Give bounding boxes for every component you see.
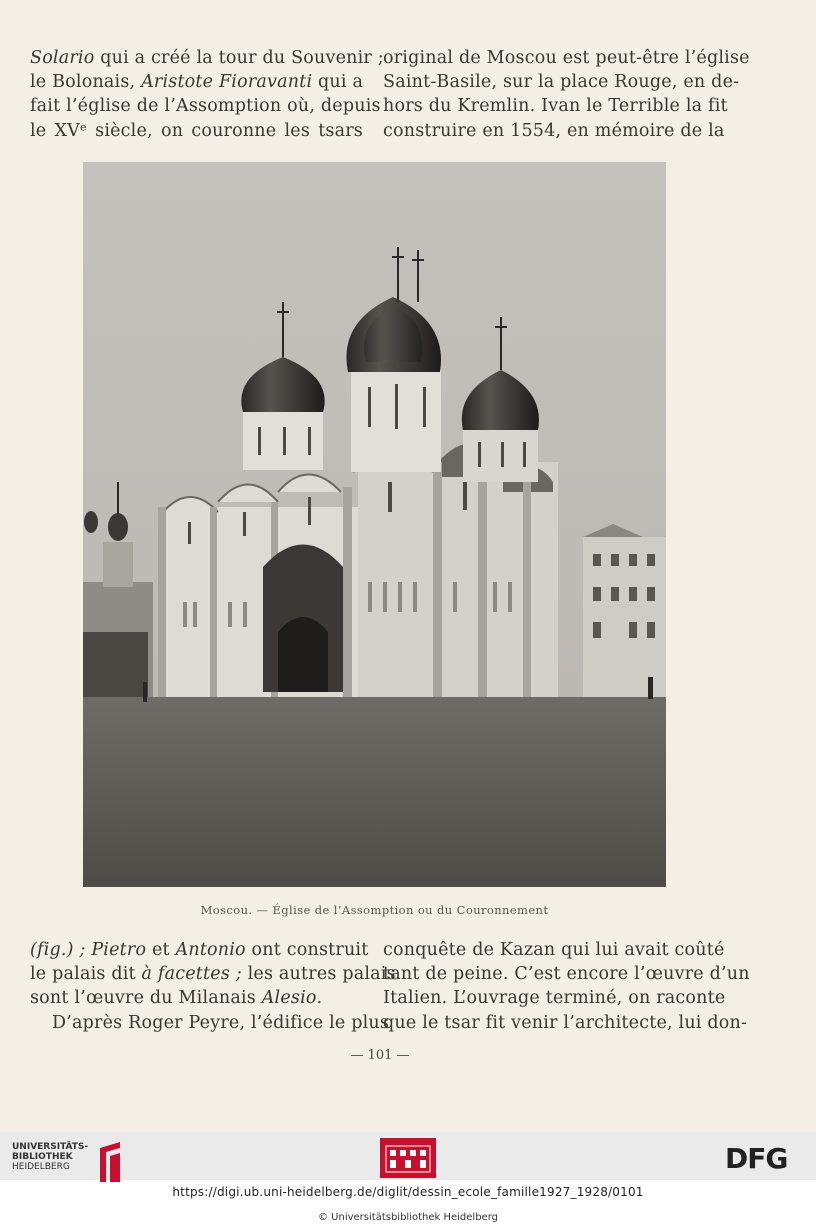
text-column-bottom-left bbox=[30, 938, 396, 1035]
text-line bbox=[30, 70, 363, 94]
text-line: hors du Kremlin. Ivan le Terrible la fit bbox=[383, 96, 728, 117]
text-line bbox=[30, 94, 381, 118]
italic-run: (fig.) ; Pietro bbox=[30, 940, 147, 960]
ub-line-1: UNIVERSITÄTS- bbox=[12, 1142, 89, 1152]
ub-heidelberg-logo[interactable] bbox=[12, 1142, 122, 1178]
text-run: fait l’église de l’Assomption où, depuis bbox=[30, 96, 381, 117]
text-column-top-right bbox=[383, 46, 750, 143]
italic-run: à facettes ; bbox=[141, 964, 242, 985]
text-run: sont l’œuvre du Milanais bbox=[30, 988, 262, 1009]
text-line: original de Moscou est peut-être l’église bbox=[383, 48, 750, 68]
ub-line-3: HEIDELBERG bbox=[12, 1162, 70, 1172]
text-run: et bbox=[146, 940, 176, 960]
text-line bbox=[30, 962, 396, 986]
text-run: les autres palais bbox=[241, 964, 396, 985]
italic-run: Solario bbox=[30, 48, 95, 68]
dfg-logo[interactable]: DFG bbox=[725, 1142, 788, 1175]
text-run: qui a créé la tour du Souvenir ; bbox=[94, 48, 384, 68]
italic-run: Alesio bbox=[261, 988, 317, 1009]
text-line: conquête de Kazan qui lui avait coûté bbox=[383, 940, 725, 960]
text-column-top-left bbox=[30, 46, 384, 143]
text-run: ont construit bbox=[245, 940, 369, 960]
text-column-bottom-right bbox=[383, 938, 750, 1035]
text-run: le XVᵉ siècle, on couronne les tsars bbox=[30, 120, 363, 141]
text-run: le Bolonais, bbox=[30, 72, 142, 93]
text-line: construire en 1554, en mémoire de la bbox=[383, 120, 725, 141]
text-run: . bbox=[316, 988, 323, 1009]
digitization-project-logo-icon[interactable] bbox=[380, 1138, 436, 1178]
text-line: que le tsar fit venir l’architecte, lui don- bbox=[383, 1012, 748, 1033]
footer bbox=[0, 1132, 816, 1231]
text-line: Saint-Basile, sur la place Rouge, en de- bbox=[383, 72, 740, 93]
text-run: D’après Roger Peyre, l’édifice le plus bbox=[52, 1012, 390, 1033]
copyright-notice: © Universitätsbibliothek Heidelberg bbox=[317, 1212, 498, 1223]
ub-logo-text bbox=[12, 1142, 88, 1172]
text-line bbox=[30, 986, 363, 1010]
ub-mark-icon bbox=[96, 1142, 124, 1182]
source-url-link[interactable]: https://digi.ub.uni-heidelberg.de/diglit/dessin_ecole_famille1927_1928/0101 bbox=[172, 1185, 644, 1199]
footer-logo-band bbox=[0, 1132, 816, 1180]
figure-caption: Moscou. — Église de l’Assomption ou du Couronnement bbox=[200, 903, 549, 917]
ub-line-2: BIBLIOTHEK bbox=[12, 1152, 73, 1162]
italic-run: Aristote Fioravanti bbox=[141, 72, 313, 93]
text-run: qui a bbox=[312, 72, 364, 93]
text-line: tant de peine. C’est encore l’œuvre d’un bbox=[383, 964, 750, 985]
cathedral-photograph bbox=[83, 162, 666, 887]
text-line bbox=[30, 46, 384, 70]
text-run: le palais dit bbox=[30, 964, 142, 985]
text-line bbox=[30, 119, 363, 143]
text-line bbox=[30, 938, 369, 962]
text-line bbox=[30, 1011, 390, 1035]
text-line: Italien. L’ouvrage terminé, on raconte bbox=[383, 988, 726, 1009]
italic-run: Antonio bbox=[175, 940, 246, 960]
page-number: — 101 — bbox=[350, 1048, 410, 1063]
